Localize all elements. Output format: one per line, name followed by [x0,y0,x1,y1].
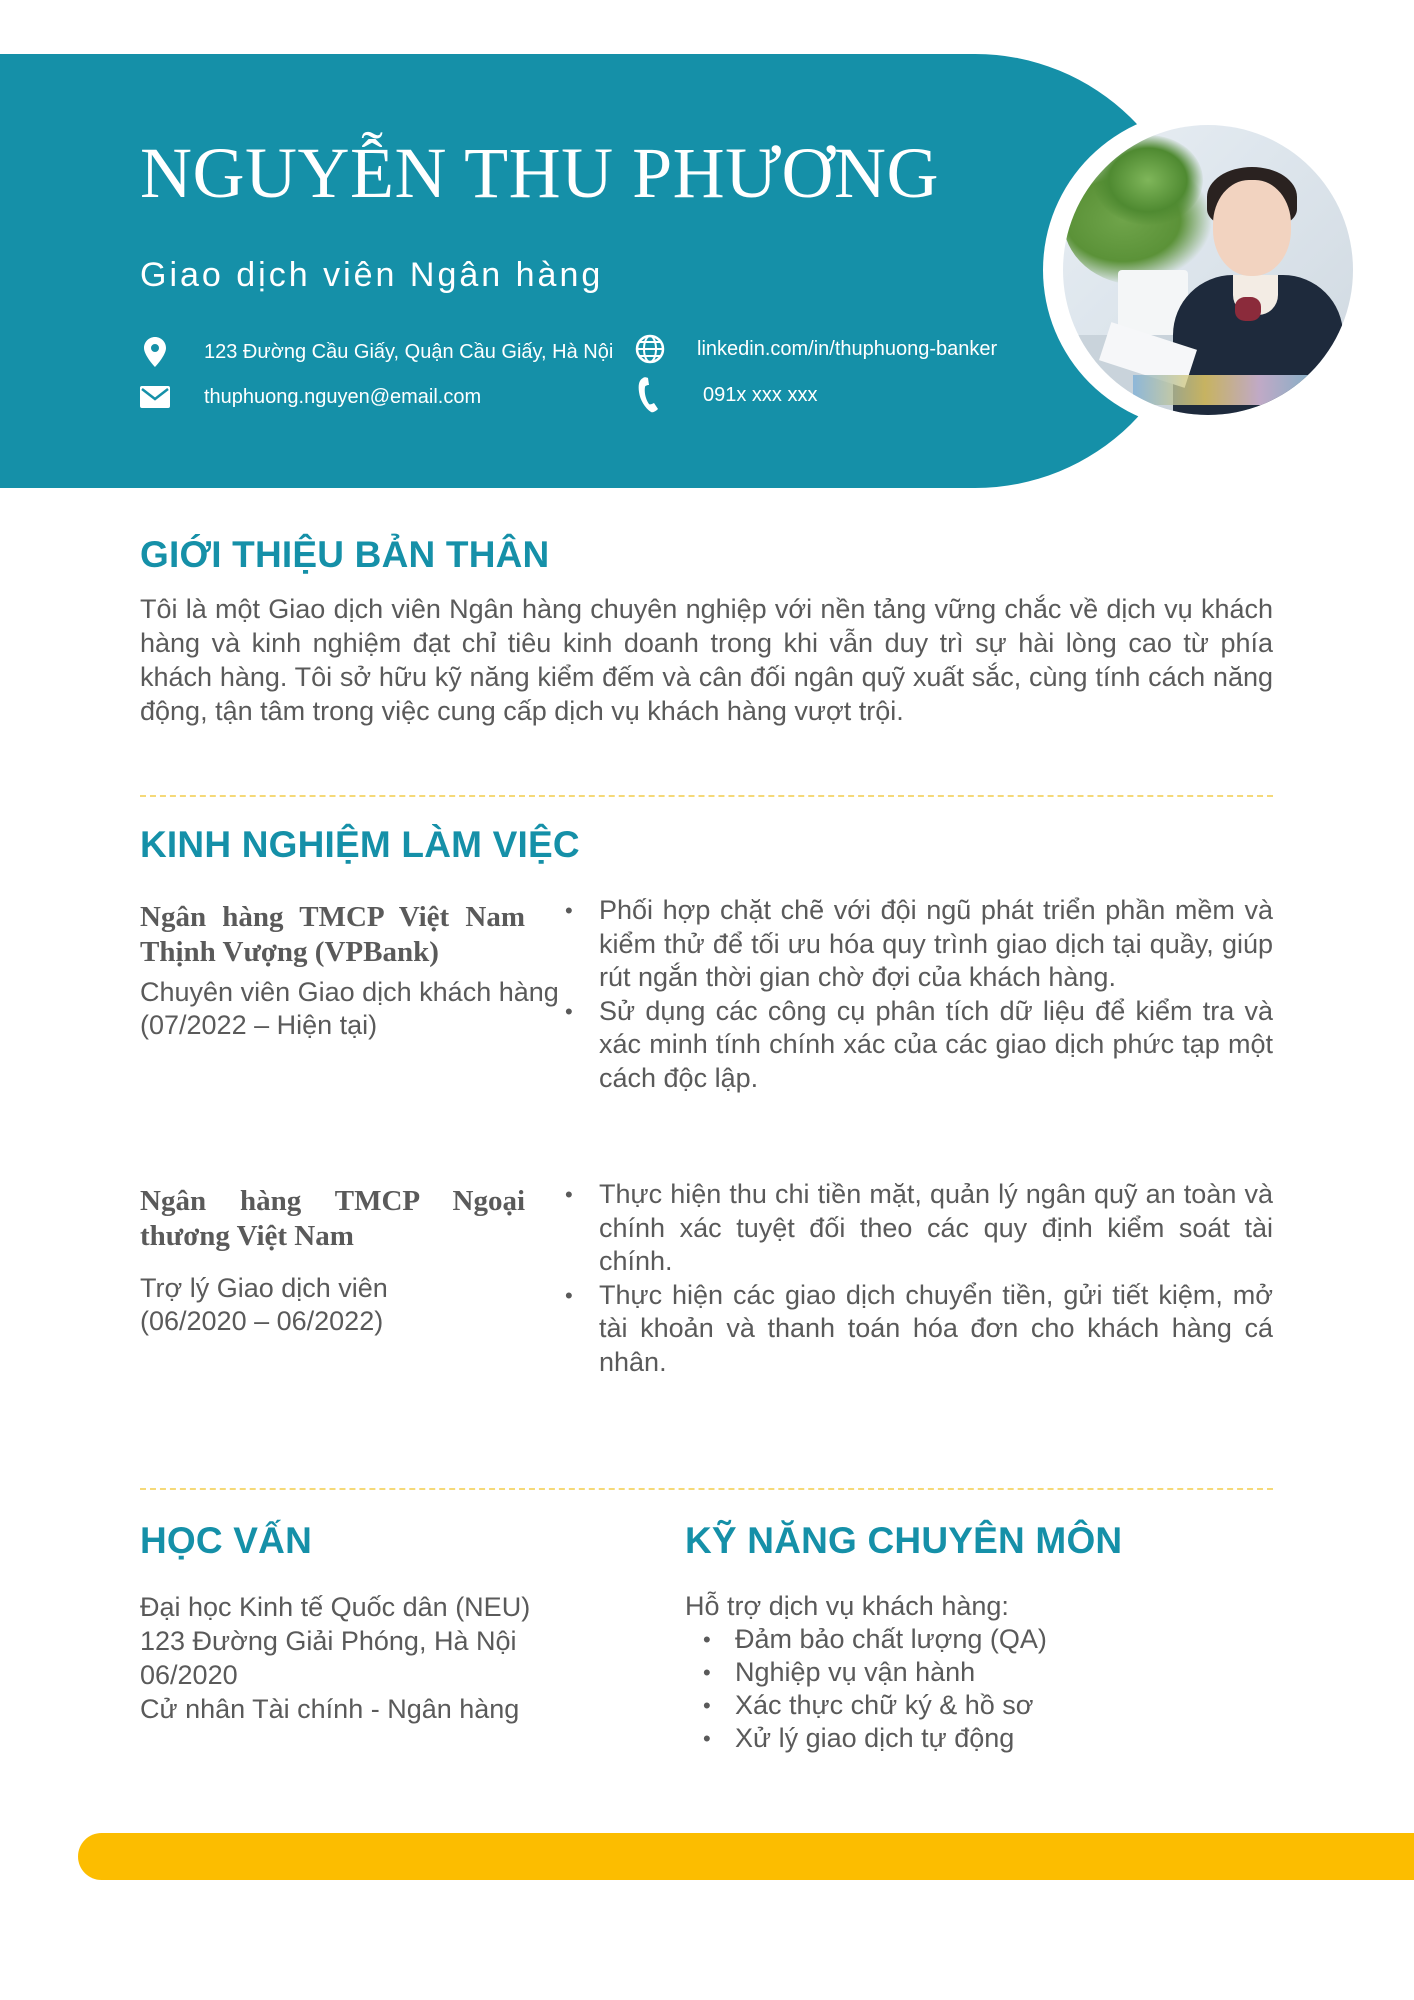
phone-text: 091x xxx xxx [703,383,818,406]
job-bullet: • Thực hiện các giao dịch chuyển tiền, gửi tiết kiệm, mở tài khoản và thanh toán hóa đơn cho khách hàng cá nhân. [565,1279,1273,1380]
candidate-name: NGUYỄN THU PHƯƠNG [140,133,940,213]
education-heading: HỌC VẤN [140,1520,313,1561]
job-bullet: • Thực hiện thu chi tiền mặt, quản lý ngân quỹ an toàn và chính xác tuyệt đối theo các quy định kiểm soát tài chính. [565,1178,1273,1279]
skill-item: • Đảm bảo chất lượng (QA) [685,1623,1185,1656]
skill-item: • Xử lý giao dịch tự động [685,1722,1185,1755]
contact-website [633,332,997,366]
graduation-date: 06/2020 [140,1660,238,1690]
email-link[interactable]: thuphuong.nguyen@email.com [204,385,482,408]
candidate-job-title: Giao dịch viên Ngân hàng [140,256,604,294]
job-period: (06/2020 – 06/2022) [140,1306,384,1336]
profile-photo [1063,125,1353,415]
linkedin-link[interactable]: linkedin.com/in/thuphuong-banker [697,337,998,360]
contact-phone [633,378,817,412]
degree: Cử nhân Tài chính - Ngân hàng [140,1694,520,1724]
footer-accent-bar [78,1833,1414,1880]
contact-email [138,380,481,414]
job-role: Chuyên viên Giao dịch khách hàng [140,977,559,1007]
experience-heading: KINH NGHIỆM LÀM VIỆC [140,824,580,865]
company-name: Ngân hàng TMCP Việt Nam Thịnh Vượng (VPBank) [140,901,525,968]
job-period: (07/2022 – Hiện tại) [140,1010,378,1040]
job-bullet: • Phối hợp chặt chẽ với đội ngũ phát triển phần mềm và kiểm thử để tối ưu hóa quy trình giao dịch tại quầy, giúp rút ngắn thời gian chờ đợi của khách hàng. [565,894,1273,995]
location-pin-icon [138,335,172,369]
job-responsibilities [565,1178,1273,1379]
address-text: 123 Đường Cầu Giấy, Quận Cầu Giấy, Hà Nội [204,340,614,363]
phone-icon [633,378,667,412]
skill-item: • Nghiệp vụ vận hành [685,1656,1185,1689]
photo-scarf [1235,297,1261,321]
job-meta [140,900,559,1042]
section-divider [140,1488,1273,1490]
skills-list [685,1623,1185,1755]
contact-address [138,335,613,369]
photo-face [1213,180,1291,276]
photo-desk-papers [1133,375,1313,405]
education-details [140,1590,530,1726]
photo-plant-top [1093,135,1203,225]
company-name: Ngân hàng TMCP Ngoại thương Việt Nam [140,1185,525,1252]
school-name: Đại học Kinh tế Quốc dân (NEU) [140,1592,531,1622]
section-divider [140,795,1273,797]
intro-paragraph: Tôi là một Giao dịch viên Ngân hàng chuyên nghiệp với nền tảng vững chắc về dịch vụ khách hàng và kinh nghiệm đạt chỉ tiêu kinh doanh trong khi vẫn duy trì sự hài lòng cao từ phía khách hàng. Tôi sở hữu kỹ năng kiểm đếm và cân đối ngân quỹ xuất sắc, cùng tính cách năng động, tận tâm trong việc cung cấp dịch vụ khách hàng vượt trội. [140,594,1273,726]
skill-item: • Xác thực chữ ký & hồ sơ [685,1689,1185,1722]
job-role: Trợ lý Giao dịch viên [140,1273,388,1303]
skills-intro: Hỗ trợ dịch vụ khách hàng: [685,1591,1009,1621]
envelope-icon [138,380,172,414]
school-address: 123 Đường Giải Phóng, Hà Nội [140,1626,517,1656]
globe-icon [633,332,667,366]
skills-block [685,1590,1185,1755]
job-bullet: • Sử dụng các công cụ phân tích dữ liệu để kiểm tra và xác minh tính chính xác của các giao dịch phức tạp một cách độc lập. [565,995,1273,1096]
skills-heading: KỸ NĂNG CHUYÊN MÔN [685,1520,1123,1561]
job-responsibilities [565,894,1273,1095]
intro-heading: GIỚI THIỆU BẢN THÂN [140,534,550,575]
job-meta [140,1184,525,1338]
